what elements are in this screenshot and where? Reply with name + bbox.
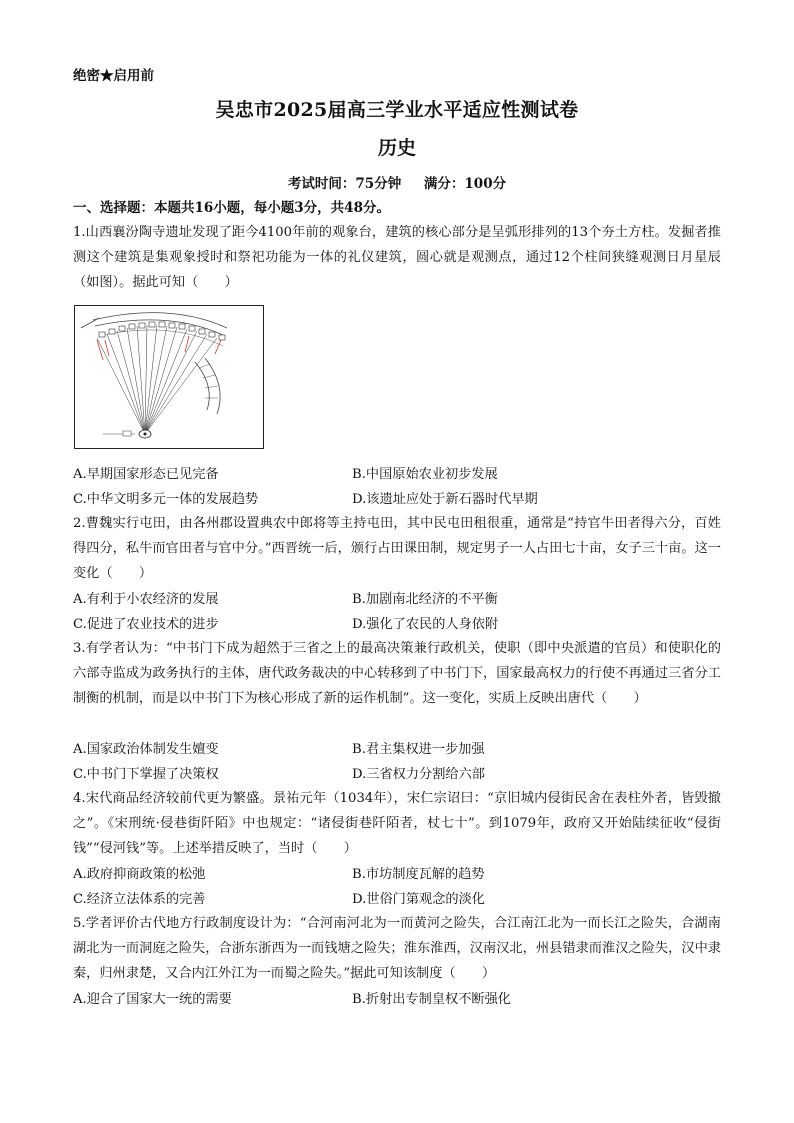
- exam-title: 吴忠市2025届高三学业水平适应性测试卷: [215, 99, 579, 121]
- q3-option-c[interactable]: C.中书门下掌握了决策权: [73, 767, 219, 782]
- full-score: 满分：100分: [423, 176, 507, 192]
- exam-info: [0, 172, 794, 192]
- q1-option-d[interactable]: D.该遗址应处于新石器时代早期: [352, 492, 538, 507]
- q4-option-d[interactable]: D.世俗门第观念的淡化: [352, 892, 485, 907]
- q5-option-a[interactable]: A.迎合了国家大一统的需要: [73, 992, 232, 1007]
- q1-option-a[interactable]: A.早期国家形态已见完备: [73, 467, 219, 482]
- q2-option-d[interactable]: D.强化了农民的人身依附: [352, 617, 499, 632]
- question-3-stem: 3.有学者认为：“中书门下成为超然于三省之上的最高决策兼行政机关，使职（即中央派遣的官员）和使职化的六部寺监成为政务执行的主体，唐代政务裁决的中心转移到了中书门下，国家最高权力的行使不再通过三省分工制衡的机制，而是以中书门下为核心形成了新的运作机制”。这一变化，实质上反映出唐代（ ）: [73, 641, 721, 706]
- question-2-stem: 2.曹魏实行屯田，由各州郡设置典农中郎将等主持屯田，其中民屯田租很重，通常是“持官牛田者得六分，百姓得四分，私牛而官田者与官中分。”西晋统一后，颁行占田课田制，规定男子一人占田七十亩，女子三十亩。这一变化（ ）: [73, 516, 721, 581]
- q4-option-a[interactable]: A.政府抑商政策的松弛: [73, 867, 206, 882]
- q4-option-c[interactable]: C.经济立法体系的完善: [73, 892, 206, 907]
- q3-option-b[interactable]: B.君主集权进一步加强: [352, 742, 485, 757]
- q2-option-a[interactable]: A.有利于小农经济的发展: [73, 592, 219, 607]
- q3-option-a[interactable]: A.国家政治体制发生嬗变: [73, 742, 219, 757]
- observatory-diagram-svg: [75, 306, 263, 448]
- section-heading: 一、选择题：本题共16小题，每小题3分，共48分。: [73, 200, 390, 216]
- q1-option-b[interactable]: B.中国原始农业初步发展: [352, 467, 498, 482]
- q2-option-c[interactable]: C.促进了农业技术的进步: [73, 617, 219, 632]
- question-5-stem: 5.学者评价古代地方行政制度设计为：“合河南河北为一而黄河之险失，合江南江北为一而长江之险失，合湖南湖北为一而洞庭之险失，合浙东浙西为一而钱塘之险失；淮东淮西，汉南汉北，州县错隶而淮汉之险失，汉中隶秦，归州隶楚，又合内江外江为一而蜀之险失。”据此可知该制度（ ）: [73, 916, 721, 981]
- q5-option-b[interactable]: B.折射出专制皇权不断强化: [352, 992, 511, 1007]
- confidential-label: 绝密★启用前: [73, 68, 154, 84]
- observatory-diagram: [74, 305, 264, 449]
- q3-option-d[interactable]: D.三省权力分割给六部: [352, 767, 485, 782]
- q4-option-b[interactable]: B.市坊制度瓦解的趋势: [352, 867, 485, 882]
- q2-option-b[interactable]: B.加剧南北经济的不平衡: [352, 592, 498, 607]
- exam-time: 考试时间：75分钟: [287, 176, 402, 192]
- question-4-stem: 4.宋代商品经济较前代更为繁盛。景祐元年（1034年），宋仁宗诏曰：“京旧城内侵街民舍在表柱外者，皆毁撤之”。《宋刑统·侵巷街阡陌》中也规定：“诸侵街巷阡陌者，杖七十”。到1079年，政府又开始陆续征收“侵街钱”“侵河钱”等。上述举措反映了，当时（ ）: [73, 791, 721, 856]
- question-1-stem: 1.山西襄汾陶寺遗址发现了距今4100年前的观象台，建筑的核心部分是呈弧形排列的13个夯土方柱。发掘者推测这个建筑是集观象授时和祭祀功能为一体的礼仪建筑，圆心就是观测点，通过12个柱间狭缝观测日月星辰（如图）。据此可知（ ）: [73, 225, 721, 290]
- q1-option-c[interactable]: C.中华文明多元一体的发展趋势: [73, 492, 259, 507]
- subject-title: 历史: [377, 137, 416, 159]
